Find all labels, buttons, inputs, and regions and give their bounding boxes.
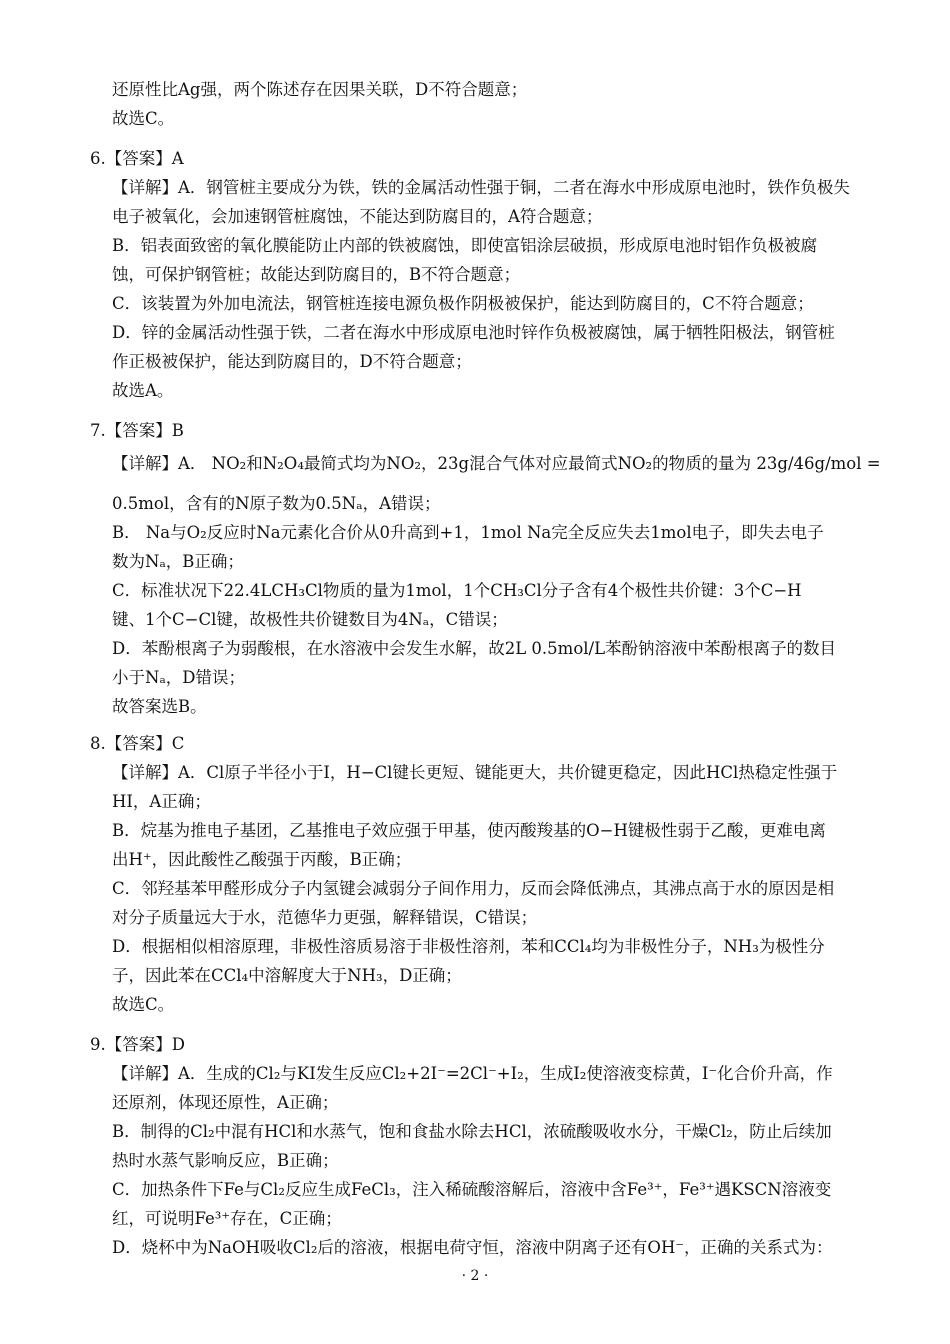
question-6-line: C．该装置为外加电流法，钢管桩连接电源负极作阴极被保护，能达到防腐目的，C不符合题意； xyxy=(112,294,814,313)
question-7-line: 【详解】A． NO₂和N₂O₄最简式均为NO₂，23g混合气体对应最简式NO₂的物质的量为 23g/46g/mol = xyxy=(112,454,881,473)
question-9-line: 【详解】A．生成的Cl₂与KI发生反应Cl₂+2I⁻=2Cl⁻+I₂，生成I₂使溶液变棕黄，I⁻化合价升高，作 xyxy=(112,1064,833,1083)
question-7-line: D．苯酚根离子为弱酸根，在水溶液中会发生水解，故2L 0.5mol/L苯酚钠溶液中苯酚根离子的数目 xyxy=(112,639,837,658)
question-8-line: B．烷基为推电子基团，乙基推电子效应强于甲基，使丙酸羧基的O−H键极性弱于乙酸，更难电离 xyxy=(112,821,826,840)
question-7-line: 键、1个C−Cl键，故极性共价键数目为4Nₐ，C错误； xyxy=(112,610,508,629)
intro-line: 故选C。 xyxy=(112,109,175,128)
question-9-line: 还原剂，体现还原性，A正确； xyxy=(112,1093,339,1112)
page-number: · 2 · xyxy=(461,1268,489,1284)
question-7-line: 数为Nₐ，B正确； xyxy=(112,552,244,571)
question-7-line: 小于Nₐ，D错误； xyxy=(112,668,246,687)
question-8-line: D．根据相似相溶原理，非极性溶质易溶于非极性溶剂，苯和CCl₄均为非极性分子，NH₃为极性分 xyxy=(112,937,825,956)
intro-line: 还原性比Ag强，两个陈述存在因果关联，D不符合题意； xyxy=(112,80,528,99)
question-7-line: 0.5mol，含有的N原子数为0.5Nₐ，A错误； xyxy=(112,494,441,513)
question-6-line: 故选A。 xyxy=(112,381,174,400)
question-6-line: B．铝表面致密的氧化膜能防止内部的铁被腐蚀，即使富铝涂层破损，形成原电池时铝作负极被腐 xyxy=(112,236,818,255)
question-9-line: 红，可说明Fe³⁺存在，C正确； xyxy=(112,1209,342,1228)
question-6-line: D．锌的金属活动性强于铁，二者在海水中形成原电池时锌作负极被腐蚀，属于牺牲阳极法，钢管桩 xyxy=(112,323,835,342)
question-7-line: B． Na与O₂反应时Na元素化合价从0升高到+1，1mol Na完全反应失去1mol电子，即失去电子 xyxy=(112,523,824,542)
question-6-line: 电子被氧化，会加速钢管桩腐蚀，不能达到防腐目的，A符合题意； xyxy=(112,207,603,226)
question-8-line: C．邻羟基苯甲醛形成分子内氢键会减弱分子间作用力，反而会降低沸点，其沸点高于水的原因是相 xyxy=(112,879,835,898)
question-8-answer: 8.【答案】C xyxy=(90,734,185,753)
question-9-line: D．烧杯中为NaOH吸收Cl₂后的溶液，根据电荷守恒，溶液中阴离子还有OH⁻，正确的关系式为： xyxy=(112,1238,833,1257)
question-8-line: 对分子质量远大于水，范德华力更强，解释错误，C错误； xyxy=(112,908,538,927)
question-8-line: HI，A正确； xyxy=(112,792,211,811)
question-9-line: C．加热条件下Fe与Cl₂反应生成FeCl₃，注入稀硫酸溶解后，溶液中含Fe³⁺，Fe³⁺遇KSCN溶液变 xyxy=(112,1180,832,1199)
question-6-answer: 6.【答案】A xyxy=(90,149,184,168)
question-7-line: C．标准状况下22.4LCH₃Cl物质的量为1mol，1个CH₃Cl分子含有4个极性共价键：3个C−H xyxy=(112,581,802,600)
question-8-line: 子，因此苯在CCl₄中溶解度大于NH₃，D正确； xyxy=(112,966,462,985)
question-6-line: 作正极被保护，能达到防腐目的，D不符合题意； xyxy=(112,352,472,371)
question-9-answer: 9.【答案】D xyxy=(90,1035,185,1054)
question-6-line: 【详解】A．钢管桩主要成分为铁，铁的金属活动性强于铜，二者在海水中形成原电池时，铁作负极失 xyxy=(112,178,850,197)
question-7-answer: 7.【答案】B xyxy=(90,421,184,440)
question-6-line: 蚀，可保护钢管桩；故能达到防腐目的，B不符合题意； xyxy=(112,265,521,284)
question-9-line: B．制得的Cl₂中混有HCl和水蒸气，饱和食盐水除去HCl，浓硫酸吸收水分，干燥Cl₂，防止后续加 xyxy=(112,1122,832,1141)
question-9-line: 热时水蒸气影响反应，B正确； xyxy=(112,1151,339,1170)
question-8-line: 【详解】A．Cl原子半径小于I，H−Cl键长更短、键能更大，共价键更稳定，因此HCl热稳定性强于 xyxy=(112,763,838,782)
question-8-line: 出H⁺，因此酸性乙酸强于丙酸，B正确； xyxy=(112,850,412,869)
question-7-line: 故答案选B。 xyxy=(112,697,207,716)
question-8-line: 故选C。 xyxy=(112,995,175,1014)
